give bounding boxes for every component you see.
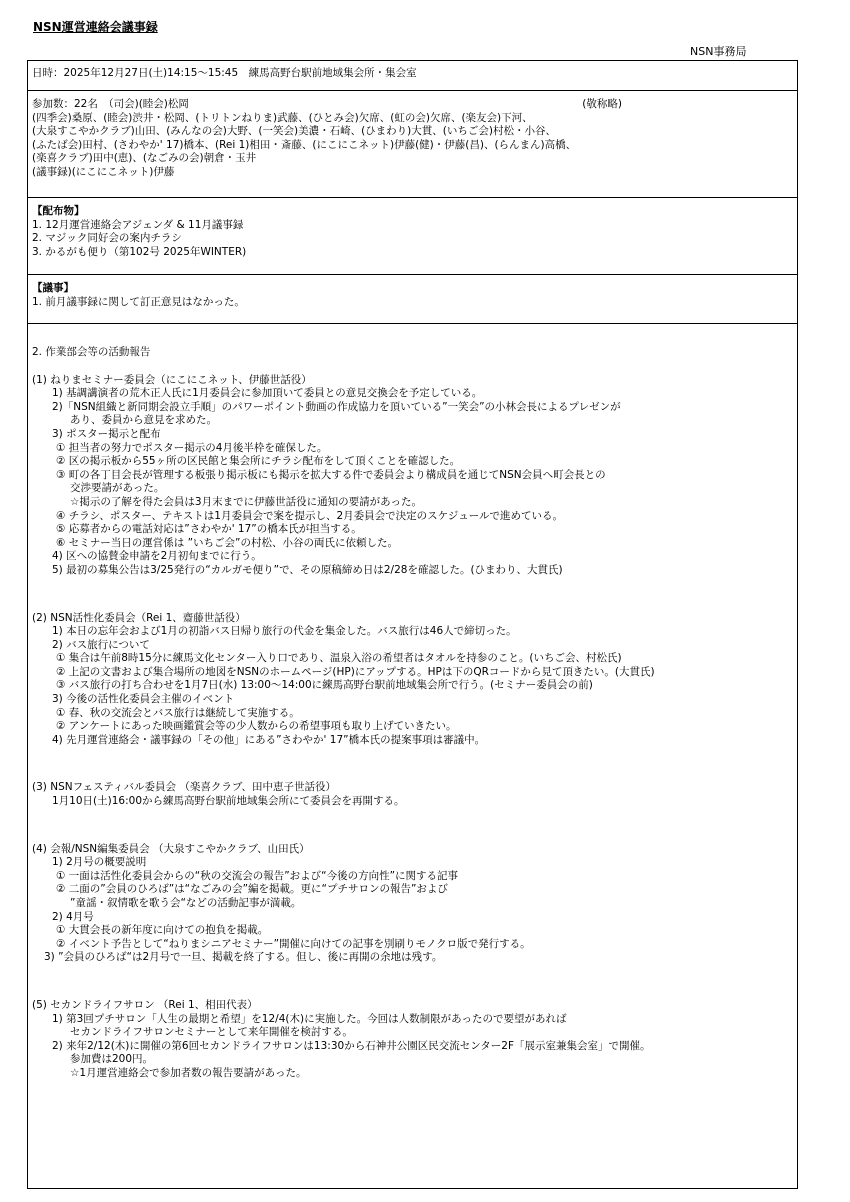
section-line: 交渉要請があった。: [70, 482, 165, 495]
section-line: 2) 4月号: [52, 910, 94, 923]
section-title: (3) NSNフェスティバル委員会 （楽喜クラブ、田中恵子世話役）: [32, 781, 337, 794]
attendance-line: (大泉すこやかクラブ)山田、(みんなの会)大野、(一笑会)美濃・石崎、(ひまわり)大貫、(いちご会)村松・小谷、: [32, 125, 556, 138]
distribution-box: [27, 197, 798, 275]
section-line: 1) 本日の忘年会および1月の初詣バス日帰り旅行の代金を集金した。バス旅行は46人で締切った。: [52, 625, 517, 638]
section-line: ② 上記の文書および集合場所の地図をNSNのホームページ(HP)にアップする。HPは下のQRコードから見て頂きたい。(大貫氏): [56, 665, 655, 678]
section-title: (4) 会報/NSN編集委員会 （大泉すこやかクラブ、山田氏）: [32, 842, 310, 855]
section-line: 2)「NSN組織と新同期会設立手順」のパワーポイント動画の作成協力を頂いている”一笑会”の小林会長によるプレゼンが: [52, 400, 621, 413]
section-line: 4) 区への協賛金申請を2月初旬までに行う。: [52, 550, 262, 563]
distribution-item: 2. マジック同好会の案内チラシ: [32, 232, 182, 245]
section-line: ① 大貫会長の新年度に向けての抱負を掲載。: [56, 924, 269, 937]
section-line: ② 二面の”会員のひろば”は“なごみの会”編を掲載。更に“プチサロンの報告”および: [56, 883, 448, 896]
section-line: ① 春、秋の交流会とバス旅行は継続して実施する。: [56, 706, 300, 719]
attendance-box: [27, 90, 798, 198]
attendance-line: (四季会)桑原、(睦会)渋井・松岡、(トリトンねりま)武藤、(ひとみ会)欠席、(虹の会)欠席、(楽友会)下河、: [32, 111, 533, 124]
section-title: (2) NSN活性化委員会（Rei 1、齋藤世話役）: [32, 611, 246, 624]
report-section: [32, 781, 793, 808]
section-line: 1) 第3回プチサロン「人生の最期と希望」を12/4(木)に実施した。今回は人数制限があったので要望があれば: [52, 1012, 567, 1025]
section-line: 1月10日(土)16:00から練馬高野台駅前地域集会所にて委員会を再開する。: [52, 795, 405, 808]
section-line: あり、委員から意見を求めた。: [70, 414, 217, 427]
report-section: [32, 843, 793, 965]
section-line: ② 区の掲示板から55ヶ所の区民館と集会所にチラシ配布をして頂くことを確認した。: [56, 455, 461, 468]
datetime-text: 日時：2025年12月27日(土)14:15～15:45 練馬高野台駅前地域集会所・集会室: [32, 67, 417, 79]
distribution-item: 1. 12月運営連絡会アジェンダ & 11月議事録: [32, 218, 244, 231]
section-title: (1) ねりまセミナー委員会（にこにこネット、伊藤世話役）: [32, 373, 312, 386]
section-line: 1) 基調講演者の荒木正人氏に1月委員会に参加頂いて委員との意見交換会を予定している。: [52, 387, 483, 400]
section-line: ① 集合は午前8時15分に練馬文化センター入り口であり、温泉入浴の希望者はタオルを持参のこと。(いちご会、村松氏): [56, 652, 622, 665]
section-line: 3) 今後の活性化委員会主催のイベント: [52, 693, 235, 706]
section-line: 2) バス旅行について: [52, 638, 150, 651]
report-section: [32, 999, 793, 1081]
attendance-head: [32, 98, 622, 112]
section-line: ”童謡・叙情歌を歌う会“などの活動記事が満載。: [70, 897, 302, 909]
attendance-line: (ふたば会)田村、(さわやか' 17)橋本、(Rei 1)相田・斎藤、(にこにこネット)伊藤(健)・伊藤(昌)、(らんまん)高橋、: [32, 138, 577, 151]
datetime-box: [27, 60, 798, 91]
section-line: ③ 町の各丁目会長が管理する板張り掲示板にも掲示を拡大する件で委員会より構成員を通じてNSN会員へ町会長との: [56, 468, 606, 481]
section-line: ② アンケートにあった映画鑑賞会等の少人数からの希望事項も取り上げていきたい。: [56, 720, 457, 733]
attendance-line: (議事録)(にこにこネット)伊藤: [32, 165, 175, 178]
section-line: ☆掲示の了解を得た会員は3月末までに伊藤世話役に通知の要請があった。: [70, 495, 422, 508]
report-heading: 2. 作業部会等の活動報告: [32, 346, 151, 358]
section-line: 3) ポスター掲示と配布: [52, 427, 161, 440]
section-line: ① 一面は活性化委員会からの“秋の交流会の報告”および“今後の方向性”に関する記事: [56, 869, 459, 882]
section-line: ⑤ 応募者からの電話対応は”さわやか' 17”の橋本氏が担当する。: [56, 523, 362, 536]
section-line: ④ チラシ、ポスター、テキストは1月委員会で案を提示し、2月委員会で決定のスケジュールで進めている。: [56, 509, 564, 522]
attendance-line: (楽喜クラブ)田中(恵)、(なごみの会)朝倉・玉井: [32, 152, 257, 165]
attendance-count: 参加数：22名 （司会)(睦会)松岡: [32, 98, 189, 110]
section-line: 4) 先月運営連絡会・議事録の「その他」にある”さわやか' 17”橋本氏の提案事項は審議中。: [52, 733, 486, 746]
document-title: NSN運営連絡会議事録: [33, 20, 158, 34]
report-sections: [32, 374, 793, 1081]
distribution-heading: 【配布物】: [32, 205, 85, 217]
section-line: 参加費は200円。: [70, 1053, 154, 1066]
section-line: 3) ”会員のひろば“は2月号で一旦、掲載を終了する。但し、後に再開の余地は残す。: [44, 951, 443, 964]
section-line: ③ バス旅行の打ち合わせを1月7日(水) 13:00～14:00に練馬高野台駅前地域集会所で行う。(セミナー委員会の前): [56, 679, 593, 692]
section-line: ① 担当者の努力でポスター掲示の4月後半枠を確保した。: [56, 441, 328, 454]
section-line: 5) 最初の募集公告は3/25発行の“カルガモ便り”で、その原稿締め日は2/28を確認した。(ひまわり、大貫氏): [52, 563, 563, 576]
minutes-item: 1. 前月議事録に関して訂正意見はなかった。: [32, 295, 245, 308]
office-name: NSN事務局: [690, 45, 747, 58]
distribution-item: 3. かるがも便り（第102号 2025年WINTER): [32, 245, 247, 258]
report-section: [32, 374, 793, 578]
section-line: ② イベント予告として“ねりまシニアセミナー”開催に向けての記事を別刷りモノクロ版で発行する。: [56, 937, 531, 950]
minutes-heading: 【議事】: [32, 282, 74, 294]
section-line: セカンドライフサロンセミナーとして来年開催を検討する。: [70, 1026, 353, 1039]
activity-report-box: [27, 323, 798, 1189]
section-line: 1) 2月号の概要説明: [52, 856, 147, 869]
report-section: [32, 612, 793, 748]
section-title: (5) セカンドライフサロン （Rei 1、相田代表）: [32, 998, 258, 1011]
section-line: 2) 来年2/12(木)に開催の第6回セカンドライフサロンは13:30から石神井公園区民交流センター2F「展示室兼集会室」で開催。: [52, 1039, 651, 1052]
minutes-box: [27, 274, 798, 324]
honorific-note: (敬称略): [582, 98, 622, 110]
section-line: ⑥ セミナー当日の運営係は ”いちご会”の村松、小谷の両氏に依頼した。: [56, 536, 398, 549]
section-line: ☆1月運営連絡会で参加者数の報告要請があった。: [70, 1066, 307, 1079]
